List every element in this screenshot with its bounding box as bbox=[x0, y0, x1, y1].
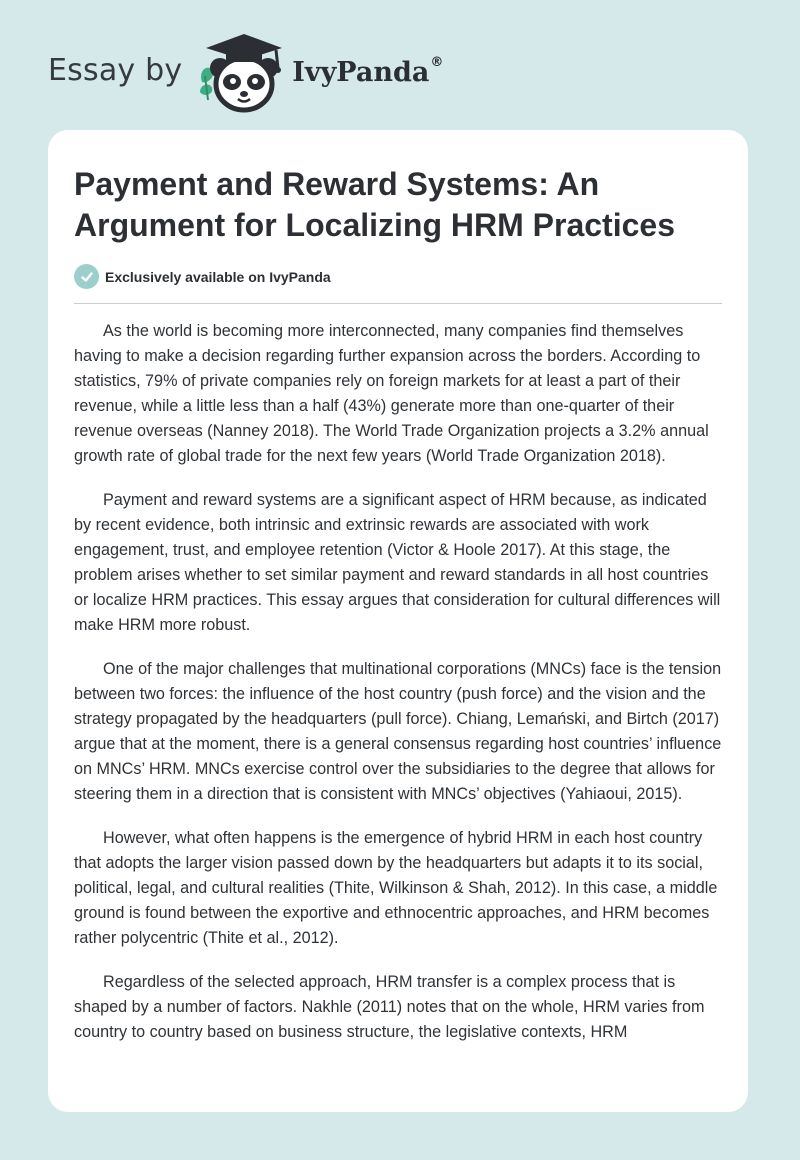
panda-graduate-logo-icon[interactable] bbox=[196, 30, 288, 116]
paragraph: Payment and reward systems are a significant aspect of HRM because, as indicated by recent evidence, both intrinsic and extrinsic rewards are associated with work engagement, trust, and employee retention (Victor & Hoole 2017). At this stage, the problem arises whether to set similar payment and reward standards in all host countries or localize HRM practices. This essay argues that consideration for cultural differences will make HRM more robust. bbox=[74, 491, 721, 634]
essay-body bbox=[74, 319, 724, 1064]
brand-name[interactable] bbox=[292, 54, 444, 88]
paragraph: However, what often happens is the emergence of hybrid HRM in each host country that adopts the larger vision passed down by the headquarters but adapts it to its social, political, legal, and cultural realities (Thite, Wilkinson & Shah, 2012). In this case, a middle ground is found between the exportive and ethnocentric approaches, and HRM becomes rather polycentric (Thite et al., 2012). bbox=[74, 829, 718, 947]
essay-title: Payment and Reward Systems: An Argument for Localizing HRM Practices bbox=[74, 166, 675, 243]
brand-text: IvyPanda bbox=[292, 56, 430, 88]
essay-card bbox=[48, 130, 748, 1112]
essay-by-label: Essay by bbox=[48, 52, 183, 88]
site-header bbox=[48, 28, 443, 118]
check-circle-icon bbox=[74, 264, 99, 289]
trademark-symbol: ® bbox=[430, 54, 444, 70]
exclusive-badge bbox=[74, 264, 331, 289]
paragraph: As the world is becoming more interconnected, many companies find themselves having to make a decision regarding further expansion across the borders. According to statistics, 79% of private companies rely on foreign markets for at least a part of their revenue, while a little less than a half (43%) generate more than one-quarter of their revenue overseas (Nanney 2018). The World Trade Organization projects a 3.2% annual growth rate of global trade for the next few years (World Trade Organization 2018). bbox=[74, 322, 709, 465]
divider bbox=[74, 303, 722, 304]
paragraph: Regardless of the selected approach, HRM transfer is a complex process that is shaped by a number of factors. Nakhle (2011) notes that on the whole, HRM varies from country to country based on business structure, the legislative contexts, HRM bbox=[74, 973, 705, 1041]
exclusive-label: Exclusively available on IvyPanda bbox=[105, 268, 331, 285]
paragraph: One of the major challenges that multinational corporations (MNCs) face is the tension between two forces: the influence of the host country (push force) and the vision and the strategy propagated by the headquarters (pull force). Chiang, Lemański, and Birtch (2017) argue that at the moment, there is a general consensus regarding host countries’ influence on MNCs’ HRM. MNCs exercise control over the subsidiaries to the degree that allows for steering them in a direction that is consistent with MNCs’ objectives (Yahiaoui, 2015). bbox=[74, 660, 722, 803]
